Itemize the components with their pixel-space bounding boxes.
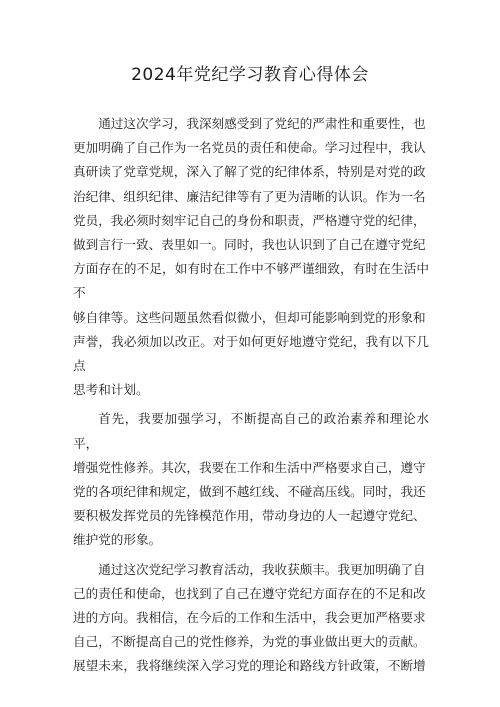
document-body [73,112,429,684]
paragraph-2: 首先，我要加强学习，不断提高自己的政治素养和理论水平， 增强党性修养。其次，我要在工作和生活中严格要求自己，遵守 党的各项纪律和规定，做到不越红线、不碰高压线。同时，我还 要积极发挥党员的先锋模范作用，带动身边的人一起遵守党纪、 维护党的形象。 [73,411,429,548]
paragraph-1: 通过这次学习，我深刻感受到了党纪的严肃性和重要性，也 更加明确了自己作为一名党员的责任和使命。学习过程中，我认 真研读了党章党规，深入了解了党的纪律体系，特别是对党的政 治纪律、组织纪律、廉洁纪律等有了更为清晰的认识。作为一名 党员，我必须时刻牢记自己的身份和职责，严格遵守党的纪律， 做到言行一致、表里如一。同时，我也认识到了自己在遵守党纪 方面存在的不足，如有时在工作中不够严谨细致，有时在生活中不 够自律等。这些问题虽然看似微小，但却可能影响到党的形象和 声誉，我必须加以改正。对于如何更好地遵守党纪，我有以下几点 思考和计划。 [73,116,429,398]
paragraph-3: 通过这次党纪学习教育活动，我收获颇丰。我更加明确了自 己的责任和使命，也找到了自己在遵守党纪方面存在的不足和改 进的方向。我相信，在今后的工作和生活中，我会更加严格要求 自己，不断提高自己的党性修养，为党的事业做出更大的贡献。 展望未来，我将继续深入学习党的理论和路线方针政策，不断增 [73,561,426,674]
document-title: 2024年党纪学习教育心得体会 [131,65,369,85]
